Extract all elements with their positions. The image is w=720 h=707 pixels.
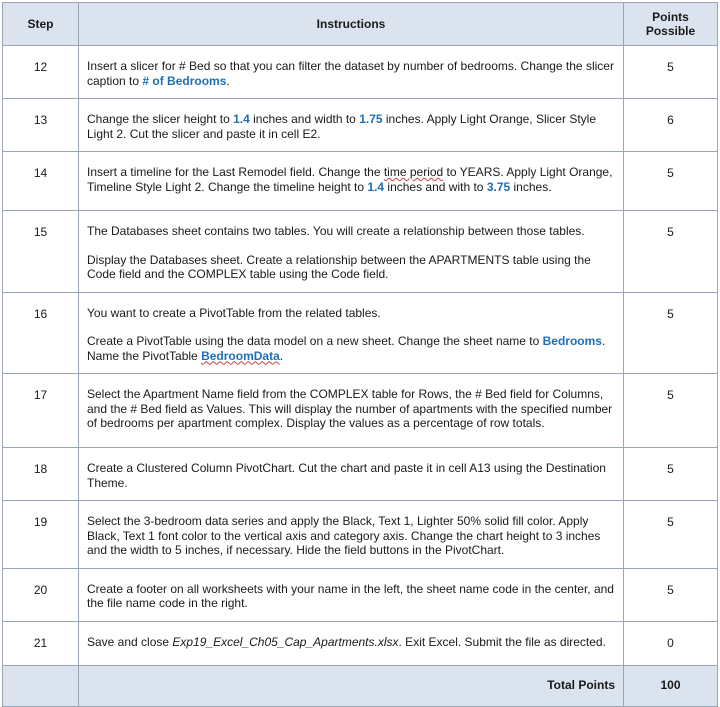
instruction-paragraph: [87, 59, 615, 88]
instruction-segment: inches and with to: [384, 179, 487, 194]
instruction-text: [79, 292, 624, 374]
instruction-paragraph: [87, 224, 615, 239]
points-value: 5: [624, 568, 718, 621]
instruction-segment: You want to create a PivotTable from the related tables.: [87, 305, 381, 320]
table-row: [3, 374, 718, 448]
table-row: [3, 501, 718, 569]
table-body: [3, 46, 718, 666]
instruction-segment: inches and width to: [249, 112, 360, 126]
highlighted-text: 3.75: [486, 179, 511, 194]
points-header-line1: Points: [652, 9, 689, 24]
points-value: 0: [624, 621, 718, 665]
instruction-text: [79, 46, 624, 99]
instruction-paragraph: [87, 334, 615, 363]
table-row: [3, 46, 718, 99]
table-row: [3, 292, 718, 374]
instruction-text: [79, 211, 624, 293]
instruction-text: [79, 501, 624, 569]
points-value: 5: [624, 46, 718, 99]
highlighted-text: 1.75: [359, 112, 383, 126]
points-value: 5: [624, 501, 718, 569]
instruction-segment: The Databases sheet contains two tables. You will create a relationship between those tables.: [87, 224, 585, 238]
instruction-text: [79, 374, 624, 448]
instruction-segment: inches. Apply Light Orange, Slicer Style Light 2. Cut the slicer and paste it in cell E2.: [87, 112, 596, 141]
instruction-paragraph: [87, 635, 615, 650]
instruction-segment: Display the Databases sheet. Create a relationship between the APARTMENTS table using the Code field and the COMPLEX table using the Code field.: [87, 252, 591, 281]
points-header: [624, 3, 718, 46]
instruction-segment: Select the Apartment Name field from the COMPLEX table for Rows, the # Bed field for Columns, and the # Bed field as Values. This will display the number of apartments with the specified number of bedrooms per apartment complex. Display the values as a percentage of row totals.: [87, 387, 613, 430]
points-value: 5: [624, 374, 718, 448]
instruction-segment: . Name the PivotTable: [87, 334, 606, 363]
step-number: 18: [3, 448, 79, 501]
points-value: 5: [624, 211, 718, 293]
instruction-segment: Change the slicer height to: [87, 112, 234, 126]
step-number: 20: [3, 568, 79, 621]
table-row: [3, 621, 718, 665]
total-spacer: [3, 665, 79, 706]
instruction-segment: inches.: [510, 179, 552, 194]
total-row: [3, 665, 718, 706]
instruction-text: [79, 621, 624, 665]
instructions-table: [2, 2, 718, 707]
instruction-text: [79, 152, 624, 211]
instruction-text: [79, 448, 624, 501]
table-row: [3, 568, 718, 621]
points-value: 5: [624, 448, 718, 501]
table-row: [3, 152, 718, 211]
points-value: 5: [624, 152, 718, 211]
table-row: [3, 99, 718, 152]
step-number: 15: [3, 211, 79, 293]
instruction-paragraph: [87, 253, 615, 282]
instructions-header: Instructions: [79, 3, 624, 46]
highlighted-text: 1.4: [233, 112, 250, 126]
step-number: 17: [3, 374, 79, 448]
points-value: 6: [624, 99, 718, 152]
instruction-paragraph: [87, 582, 615, 611]
highlighted-text: Bedrooms: [542, 334, 602, 348]
instruction-paragraph: [87, 112, 615, 141]
instruction-segment: Create a PivotTable using the data model on a new sheet. Change the sheet name to: [87, 334, 543, 348]
instruction-paragraph: [87, 306, 615, 321]
step-number: 16: [3, 292, 79, 374]
instruction-segment: Insert a timeline for the Last Remodel field. Change the: [87, 165, 384, 179]
instruction-paragraph: [87, 387, 615, 431]
step-number: 12: [3, 46, 79, 99]
instruction-text: [79, 568, 624, 621]
total-label: Total Points: [79, 665, 624, 706]
instruction-segment: . Exit Excel. Submit the file as directed.: [398, 634, 606, 649]
step-number: 21: [3, 621, 79, 665]
instruction-segment: Create a footer on all worksheets with your name in the left, the sheet name code in the center, and the file name code in the right.: [87, 581, 614, 610]
step-header: Step: [3, 3, 79, 46]
highlighted-text: time period: [383, 165, 444, 179]
instruction-segment: Select the 3-bedroom data series and apply the Black, Text 1, Lighter 50% solid fill color. Apply Black, Text 1 font color to the vertical axis and category axis. Change the chart height to 3 inches and the width to 5 inches, if necessary. Hide the field buttons in the PivotChart.: [87, 514, 601, 557]
table-row: [3, 448, 718, 501]
points-header-line2: Possible: [645, 24, 696, 38]
total-value: 100: [624, 665, 718, 706]
instruction-paragraph: [87, 514, 615, 558]
highlighted-text: 1.4: [367, 179, 385, 194]
instruction-text: [79, 99, 624, 152]
table-row: [3, 211, 718, 293]
points-value: 5: [624, 292, 718, 374]
step-number: 14: [3, 152, 79, 211]
instruction-segment: Save and close: [87, 634, 173, 649]
header-row: [3, 3, 718, 46]
highlighted-text: BedroomData: [201, 348, 280, 363]
instruction-segment: to YEARS. Apply Light Orange, Timeline Style Light 2. Change the timeline height to: [87, 165, 613, 194]
instruction-segment: .: [226, 73, 230, 88]
highlighted-text: # of Bedrooms: [142, 73, 227, 88]
instruction-paragraph: [87, 165, 615, 194]
highlighted-text: Exp19_Excel_Ch05_Cap_Apartments.xlsx: [172, 634, 399, 649]
instruction-paragraph: [87, 461, 615, 490]
instruction-segment: Insert a slicer for # Bed so that you can filter the dataset by number of bedrooms. Change the slicer caption to: [87, 59, 614, 88]
step-number: 19: [3, 501, 79, 569]
step-number: 13: [3, 99, 79, 152]
instruction-segment: .: [279, 348, 284, 363]
instruction-segment: Create a Clustered Column PivotChart. Cut the chart and paste it in cell A13 using the Destination Theme.: [87, 461, 606, 490]
